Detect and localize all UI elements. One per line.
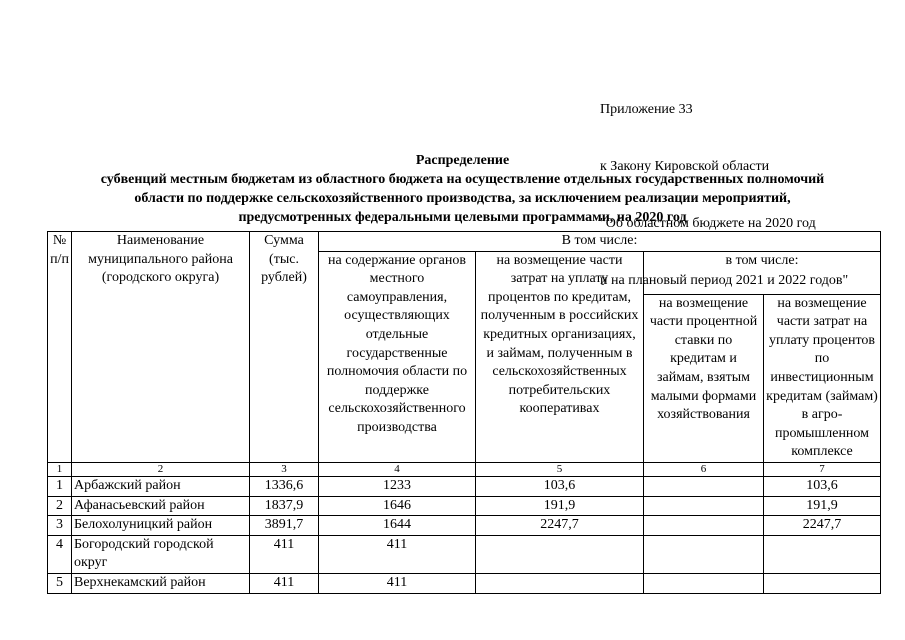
column-number: 5 <box>476 463 644 477</box>
header-col4: на содержание органов местного самоуправления, осуществляющих отдельные государственные полномочия области по поддержке сельскохозяйственного производства <box>319 251 476 462</box>
col5-value: 103,6 <box>476 477 644 497</box>
table-row <box>48 516 881 536</box>
header-including: В том числе: <box>319 232 881 252</box>
col5-value: 191,9 <box>476 496 644 516</box>
column-number-row <box>48 463 881 477</box>
header-row <box>48 232 881 252</box>
title-line: предусмотренных федеральными целевыми программами, на 2020 год <box>238 210 687 225</box>
col7-value: 103,6 <box>764 477 881 497</box>
col7-value <box>764 535 881 573</box>
row-number: 4 <box>48 535 72 573</box>
col4-value: 1644 <box>319 516 476 536</box>
appendix-line: к Закону Кировской области <box>600 159 770 174</box>
column-number: 7 <box>764 463 881 477</box>
header-col6: на возмещение части процентной ставки по кредитам и займам, взятым малыми формами хозяйствования <box>644 294 764 462</box>
header-col7: на возмещение части затрат на уплату процентов по инвестиционным кредитам (займам) в агро-промышленном комплексе <box>764 294 881 462</box>
row-number: 2 <box>48 496 72 516</box>
col6-value <box>644 516 764 536</box>
col6-value <box>644 477 764 497</box>
title-line: Распределение <box>415 153 510 168</box>
table-row <box>48 535 881 573</box>
col5-value <box>476 573 644 593</box>
col4-value: 411 <box>319 535 476 573</box>
header-sum: Сумма (тыс. рублей) <box>250 232 319 463</box>
row-number: 1 <box>48 477 72 497</box>
col7-value: 191,9 <box>764 496 881 516</box>
district-name: Афанасьевский район <box>72 496 250 516</box>
col7-value: 2247,7 <box>764 516 881 536</box>
appendix-line: и на плановый период 2021 и 2022 годов" <box>600 273 849 288</box>
row-number: 5 <box>48 573 72 593</box>
title-line: области по поддержке сельскохозяйственного производства, за исключением реализации мероприятий, <box>134 191 791 206</box>
col6-value <box>644 573 764 593</box>
total-sum: 1837,9 <box>250 496 319 516</box>
col6-value <box>644 535 764 573</box>
total-sum: 411 <box>250 573 319 593</box>
table-row <box>48 573 881 593</box>
district-name: Верхнекамский район <box>72 573 250 593</box>
column-number: 3 <box>250 463 319 477</box>
total-sum: 411 <box>250 535 319 573</box>
table-row <box>48 496 881 516</box>
col7-value <box>764 573 881 593</box>
column-number: 6 <box>644 463 764 477</box>
column-number: 4 <box>319 463 476 477</box>
subsidy-table <box>47 231 881 594</box>
district-name: Белохолуницкий район <box>72 516 250 536</box>
col5-value <box>476 535 644 573</box>
header-num: № п/п <box>48 232 72 463</box>
document-title <box>20 151 905 227</box>
district-name: Арбажский район <box>72 477 250 497</box>
appendix-line: Приложение 33 <box>600 102 693 117</box>
appendix-line: "Об областном бюджете на 2020 год <box>600 216 816 231</box>
total-sum: 1336,6 <box>250 477 319 497</box>
col4-value: 1233 <box>319 477 476 497</box>
header-name: Наименование муниципального района (городского округа) <box>72 232 250 463</box>
column-number: 1 <box>48 463 72 477</box>
row-number: 3 <box>48 516 72 536</box>
table-row <box>48 477 881 497</box>
col6-value <box>644 496 764 516</box>
total-sum: 3891,7 <box>250 516 319 536</box>
title-line: субвенций местным бюджетам из областного бюджета на осуществление отдельных государственных полномочий <box>100 172 825 187</box>
district-name: Богородский городской округ <box>72 535 250 573</box>
header-sub-including: в том числе: <box>644 251 881 294</box>
col4-value: 411 <box>319 573 476 593</box>
col4-value: 1646 <box>319 496 476 516</box>
col5-value: 2247,7 <box>476 516 644 536</box>
header-col5: на возмещение части затрат на уплату процентов по кредитам, полученным в российских кредитных организациях, и займам, полученным в сельскохозяйственных потребительских кооперативах <box>476 251 644 462</box>
column-number: 2 <box>72 463 250 477</box>
